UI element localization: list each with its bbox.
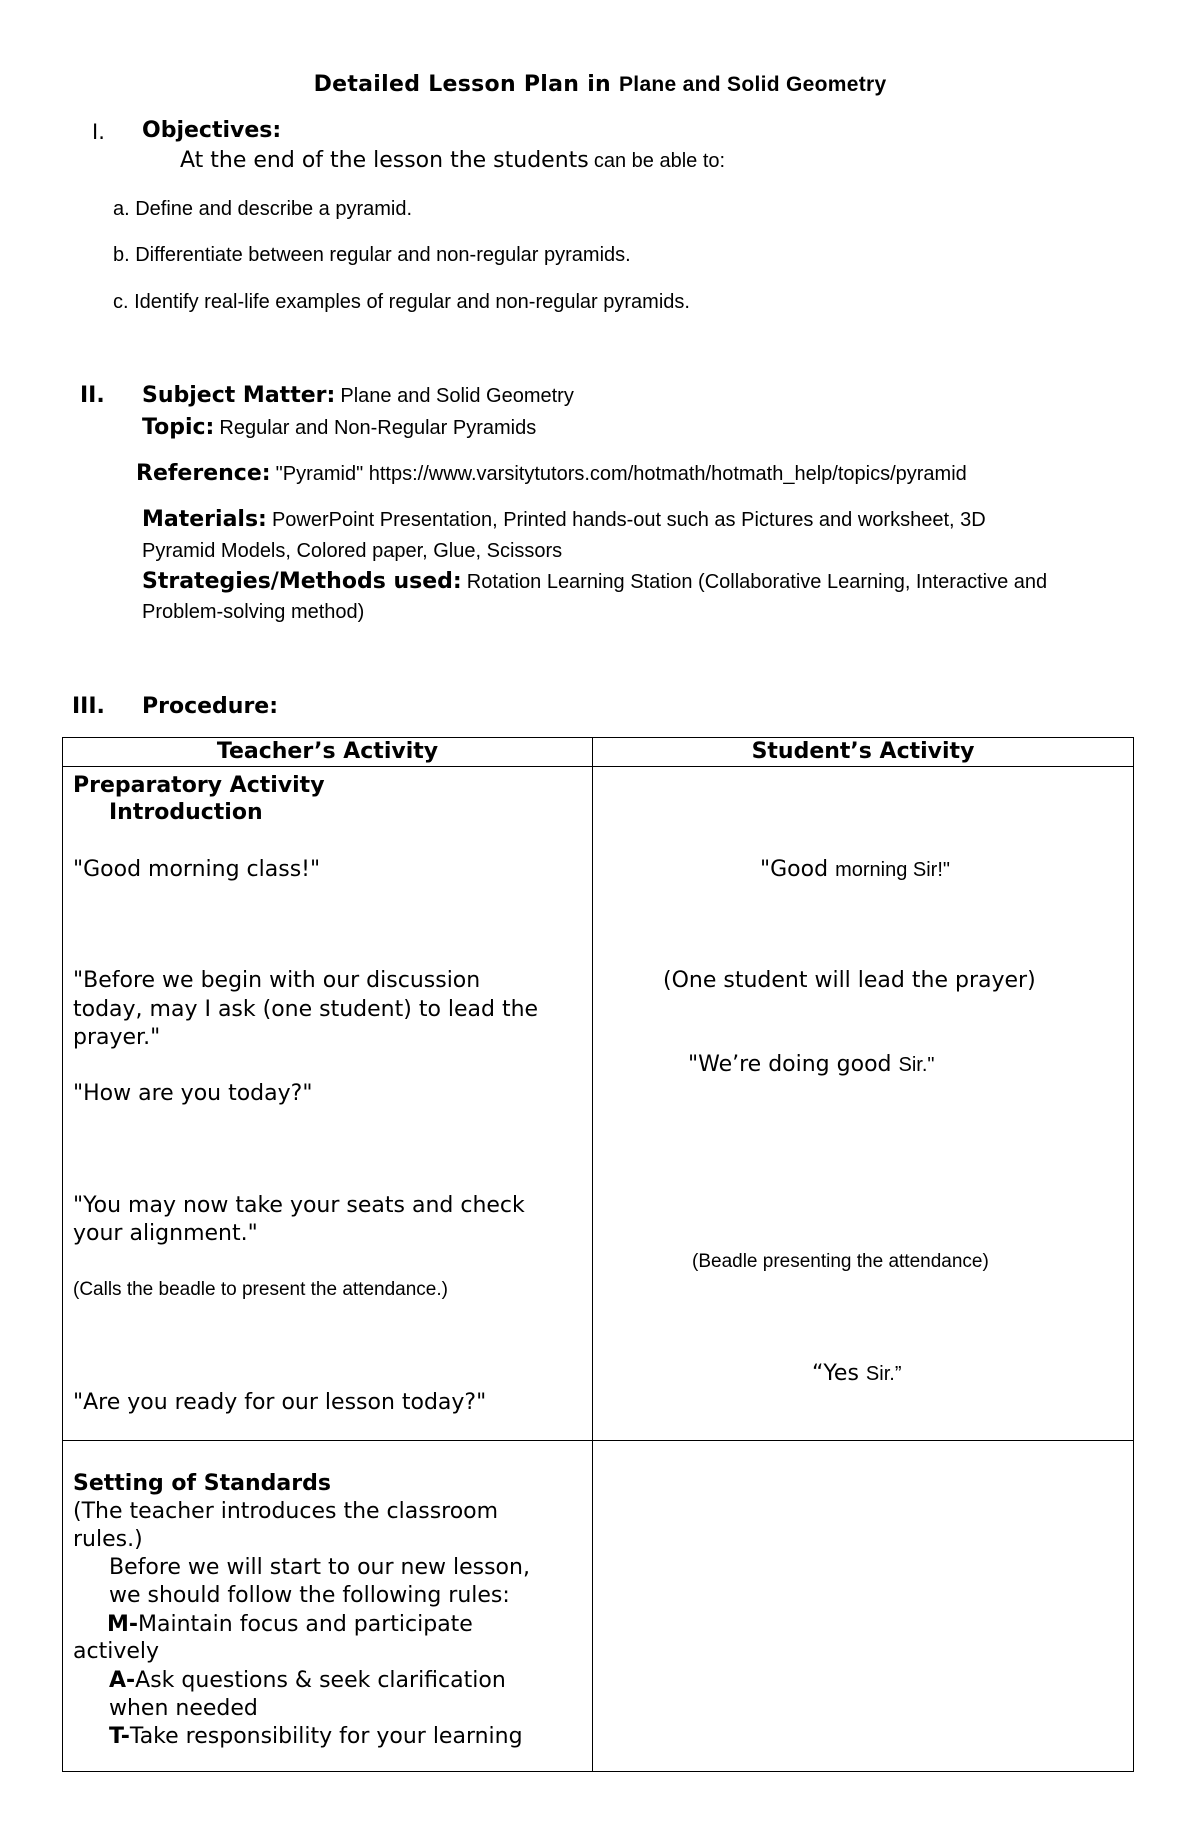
subject-matter-numeral: II. [80,383,105,408]
objectives-heading: Objectives: [142,118,282,143]
objective-item-a: a. Define and describe a pyramid. [113,198,413,220]
rule-m-text-2: actively [73,1639,160,1664]
document-title [0,72,1200,97]
subject-matter-value: Plane and Solid Geometry [340,385,574,407]
objectives-intro-main: At the end of the lesson the students [180,148,589,173]
topic-value: Regular and Non-Regular Pyramids [219,417,537,439]
objectives-numeral: I. [92,120,105,144]
standards-line-1: (The teacher introduces the classroom [73,1499,499,1524]
student-cell-standards [593,1441,1134,1772]
subject-matter-line [142,383,574,408]
standards-heading: Setting of Standards [73,1471,331,1496]
teacher-seats-2: your alignment." [73,1221,258,1246]
rule-t [109,1724,523,1749]
reference-label: Reference: [136,461,271,486]
student-doing-good-a: "We’re doing good [688,1052,892,1077]
student-yes [812,1361,901,1386]
procedure-table [62,737,1134,1772]
strategies-line [142,569,1047,594]
rule-m-letter: M- [107,1612,139,1637]
rule-m-text: Maintain focus and participate [138,1612,473,1637]
standards-line-4: we should follow the following rules: [109,1583,510,1608]
materials-line [142,507,986,532]
student-prayer: (One student will lead the prayer) [663,968,1036,993]
topic-label: Topic: [142,415,215,440]
student-activity-header: Student’s Activity [593,738,1134,767]
reference-line [136,461,967,486]
objectives-intro [180,148,725,173]
rule-t-letter: T- [109,1724,130,1749]
rule-m [107,1612,473,1637]
reference-value: "Pyramid" https://www.varsitytutors.com/hotmath/hotmath_help/topics/pyramid [275,463,967,485]
rule-a [109,1668,506,1693]
strategies-label: Strategies/Methods used: [142,569,462,594]
student-beadle: (Beadle presenting the attendance) [692,1251,989,1272]
teacher-beadle: (Calls the beadle to present the attendance.) [73,1279,448,1300]
student-greeting-a: "Good [760,857,829,882]
materials-label: Materials: [142,507,267,532]
strategies-value-2: Problem-solving method) [142,601,365,623]
teacher-how-are-you: "How are you today?" [73,1081,313,1106]
teacher-greeting: "Good morning class!" [73,857,321,882]
materials-value-2: Pyramid Models, Colored paper, Glue, Scissors [142,540,563,562]
objective-item-b: b. Differentiate between regular and non-regular pyramids. [113,244,631,266]
teacher-cell-standards [63,1441,593,1772]
materials-value-1: PowerPoint Presentation, Printed hands-out such as Pictures and worksheet, 3D [271,509,986,531]
subject-matter-label: Subject Matter: [142,383,336,408]
standards-line-3: Before we will start to our new lesson, [109,1555,530,1580]
teacher-activity-header: Teacher’s Activity [63,738,593,767]
student-doing-good-b: Sir." [898,1054,935,1076]
rule-a-letter: A- [109,1668,136,1693]
student-yes-b: Sir.” [865,1363,902,1385]
student-doing-good [688,1052,935,1077]
student-greeting-b: morning Sir!" [835,859,950,881]
student-greeting [760,857,950,882]
table-row [63,1441,1134,1772]
teacher-seats-1: "You may now take your seats and check [73,1193,525,1218]
teacher-ready: "Are you ready for our lesson today?" [73,1390,487,1415]
teacher-prayer-1: "Before we begin with our discussion [73,968,481,993]
teacher-prayer-3: prayer." [73,1025,161,1050]
title-main: Detailed Lesson Plan in [313,72,612,97]
standards-line-2: rules.) [73,1527,143,1552]
rule-a-text: Ask questions & seek clarification [135,1668,506,1693]
student-cell-preparatory [593,767,1134,1441]
table-row [63,767,1134,1441]
teacher-cell-preparatory [63,767,593,1441]
table-header-row [63,738,1134,767]
objective-item-c: c. Identify real-life examples of regular and non-regular pyramids. [113,291,690,313]
teacher-prayer-2: today, may I ask (one student) to lead the [73,997,539,1022]
topic-line [142,415,536,440]
procedure-numeral: III. [72,694,105,719]
rule-a-text-2: when needed [109,1696,258,1721]
strategies-value-1: Rotation Learning Station (Collaborative Learning, Interactive and [466,571,1048,593]
preparatory-heading: Preparatory Activity [73,773,325,798]
objectives-intro-tail: can be able to: [593,150,726,172]
rule-t-text: Take responsibility for your learning [129,1724,523,1749]
title-subject: Plane and Solid Geometry [619,73,887,96]
procedure-heading: Procedure: [142,694,279,719]
student-yes-a: “Yes [812,1361,859,1386]
introduction-subheading: Introduction [109,800,263,825]
